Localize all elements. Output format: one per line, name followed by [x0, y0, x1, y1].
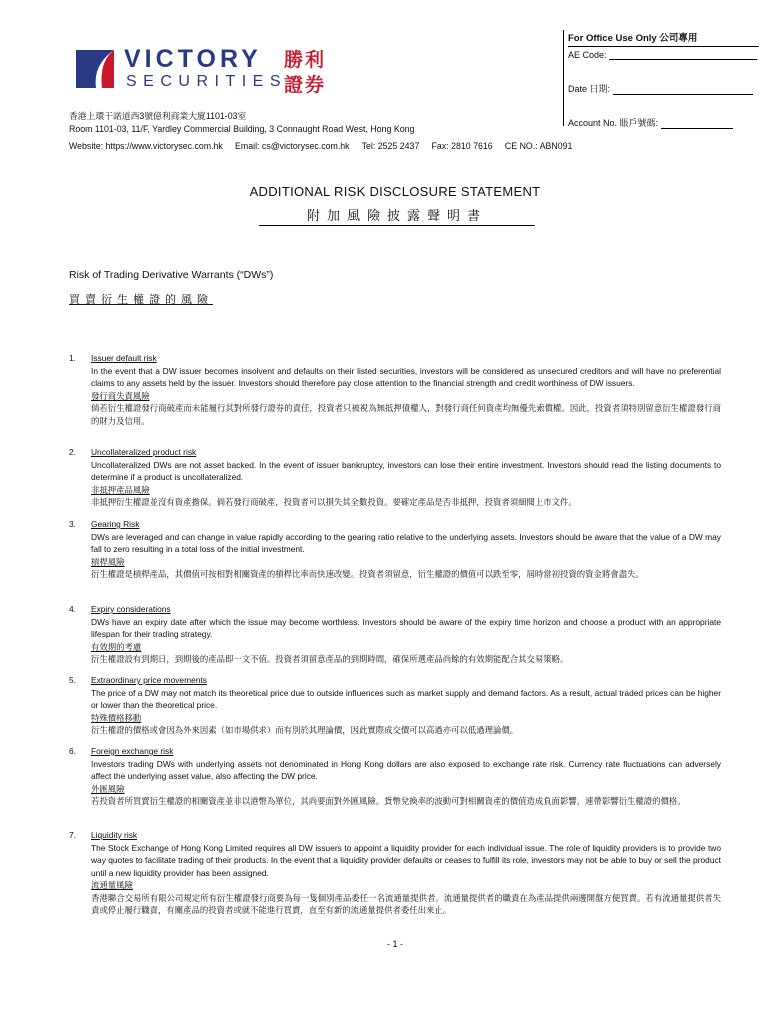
risk-item — [69, 603, 721, 666]
account-no-field[interactable] — [568, 116, 759, 129]
contact-line: Website: https://www.victorysec.com.hk Email: cs@victorysec.com.hk Tel: 2525 2437 Fax: 2810 7616 CE NO.: ABN091 — [69, 141, 573, 151]
item-heading: Foreign exchange risk — [91, 746, 174, 756]
date-label: Date 日期: — [568, 84, 611, 94]
item-number: 6. — [69, 746, 76, 756]
office-use-box — [563, 30, 759, 126]
company-logo — [74, 44, 334, 94]
item-heading-cn: 特殊價格移動 — [91, 712, 142, 723]
item-heading: Extraordinary price movements — [91, 675, 207, 685]
item-text-cn: 衍生權證是槓桿產品，其價值可按相對相關資產的槓桿比率而快速改變。投資者須留意，衍生權證的價值可以跌至零，屆時當初投資的資金將會盡失。 — [91, 569, 644, 579]
item-text-cn: 倘若衍生權證發行商破產而未能履行其對所發行證券的責任，投資者只被視為無抵押債權人，對發行商任何資產均無優先索償權。因此，投資者須特別留意衍生權證發行商的財力及信用。 — [91, 403, 721, 426]
section-heading-cn: 買賣衍生權證的風險 — [69, 294, 213, 306]
item-text-cn: 若投資者所買賣衍生權證的相關資產並非以港幣為單位，其尚要面對外匯風險。貨幣兌換率的波動可對相關資產的價值造成負面影響，連帶影響衍生權證的價格。 — [91, 796, 686, 806]
risk-item — [69, 745, 721, 808]
item-text-en: In the event that a DW issuer becomes insolvent and defaults on their listed securities, investors will be considered as unsecured creditors and will have no preferential claims to any assets held by the issuer. Investors should therefore pay close attention to the financial strength and credit worthiness of DW issuers. — [91, 365, 721, 388]
document-title-cn: 附加風險披露聲明書 — [259, 205, 535, 226]
item-heading-cn: 非抵押產品風險 — [91, 484, 150, 495]
item-number: 2. — [69, 447, 76, 457]
logo-name-en-bottom: SECURITIES — [126, 73, 288, 90]
item-text-cn: 非抵押衍生權證並沒有資產擔保。倘若發行商破產，投資者可以損失其全數投資。要確定產品是否非抵押，投資者須細閱上市文件。 — [91, 497, 577, 507]
item-number: 1. — [69, 353, 76, 363]
item-heading-cn: 有效期的考慮 — [91, 641, 142, 652]
item-heading-cn: 槓桿風險 — [91, 556, 125, 567]
item-text-cn: 衍生權證設有到期日，到期後的產品即一文不值。投資者須留意產品的到期時間，確保所選產品尚餘的有效期能配合其交易策略。 — [91, 654, 569, 664]
item-heading: Gearing Risk — [91, 519, 140, 529]
item-text-en: DWs are leveraged and can change in value rapidly according to the gearing ratio relative to the underlying assets. Investors should be aware that the value of a DW may fall to zero resulting in a total loss of the initial investment. — [91, 531, 721, 554]
item-text-en: Uncollateralized DWs are not asset backed. In the event of issuer bankruptcy, investors can lose their entire investment. Investors should read the listing documents to determine if a product is uncollateralized. — [91, 459, 721, 482]
item-heading: Liquidity risk — [91, 830, 138, 840]
logo-name-cn-top: 勝利 — [284, 50, 327, 71]
account-no-label: Account No. 賬戶號碼: — [568, 118, 659, 128]
address-cn: 香港上環干諾道西3號億利商業大廈1101-03室 — [69, 111, 247, 121]
item-text-en: The Stock Exchange of Hong Kong Limited requires all DW issuers to appoint a liquidity provider for each individual issue. The role of liquidity providers is to provide two way quotes to facilitate trading of their products. In the event that a liquidity provider defaults or ceases to fulfill its role, investors may not be able to buy or sell the product until a new liquidity provider has been assigned. — [91, 842, 721, 878]
item-number: 3. — [69, 519, 76, 529]
office-use-heading: For Office Use Only 公司專用 — [568, 30, 759, 47]
risk-item — [69, 446, 721, 509]
risk-item — [69, 518, 721, 581]
section-heading-en: Risk of Trading Derivative Warrants (“DWs”) — [69, 269, 274, 281]
date-field[interactable] — [568, 82, 759, 95]
item-text-en: Investors trading DWs with underlying assets not denominated in Hong Kong dollars are also exposed to exchange rate risk. Currency rate fluctuations can adversely affect the underlying asset value, also affecting the DW price. — [91, 758, 721, 781]
risk-item — [69, 352, 721, 427]
item-heading-cn: 流通量風險 — [91, 880, 133, 890]
item-heading-cn: 發行商失責風險 — [91, 390, 150, 401]
item-heading: Expiry considerations — [91, 604, 171, 614]
item-text-cn: 香港聯合交易所有限公司規定所有衍生權證發行商要為每一隻個別產品委任一名流通量提供者。流通量提供者的職責在為產品提供兩邊開盤方便買賣。若有流通量提供者失責或停止履行職責，有關產品的投資者或就不能進行買賣，直至有新的流通量提供者委任出來止。 — [91, 892, 721, 915]
item-number: 5. — [69, 675, 76, 685]
risk-item — [69, 674, 721, 737]
address-en: Room 1101-03, 11/F, Yardley Commercial Building, 3 Connaught Road West, Hong Kong — [69, 124, 415, 134]
ae-code-field[interactable] — [568, 50, 759, 60]
logo-name-cn-bottom: 證券 — [284, 75, 327, 96]
ae-code-label: AE Code: — [568, 50, 607, 60]
document-title-en: ADDITIONAL RISK DISCLOSURE STATEMENT — [249, 184, 541, 199]
page-number: - 1 - — [386, 939, 403, 949]
item-heading: Issuer default risk — [91, 353, 157, 363]
item-number: 4. — [69, 604, 76, 614]
item-text-en: DWs have an expiry date after which the issue may become worthless. Investors should be aware of the expiry time horizon and choose a product with an appropriate lifespan for their trading strategy. — [91, 616, 721, 639]
item-heading: Uncollateralized product risk — [91, 447, 197, 457]
item-heading-cn: 外匯風險 — [91, 783, 125, 794]
item-text-en: The price of a DW may not match its theoretical price due to outside influences such as market supply and demand factors. As a result, actual traded prices can be higher or lower than the theoretical price. — [91, 687, 721, 710]
risk-item — [69, 829, 721, 917]
item-number: 7. — [69, 830, 76, 840]
item-text-cn: 衍生權證的價格或會因為外來因素（如市場供求）而有別於其理論價，因此實際成交價可以高過亦可以低過理論價。 — [91, 725, 519, 735]
logo-name-en-top: VICTORY — [124, 45, 262, 73]
